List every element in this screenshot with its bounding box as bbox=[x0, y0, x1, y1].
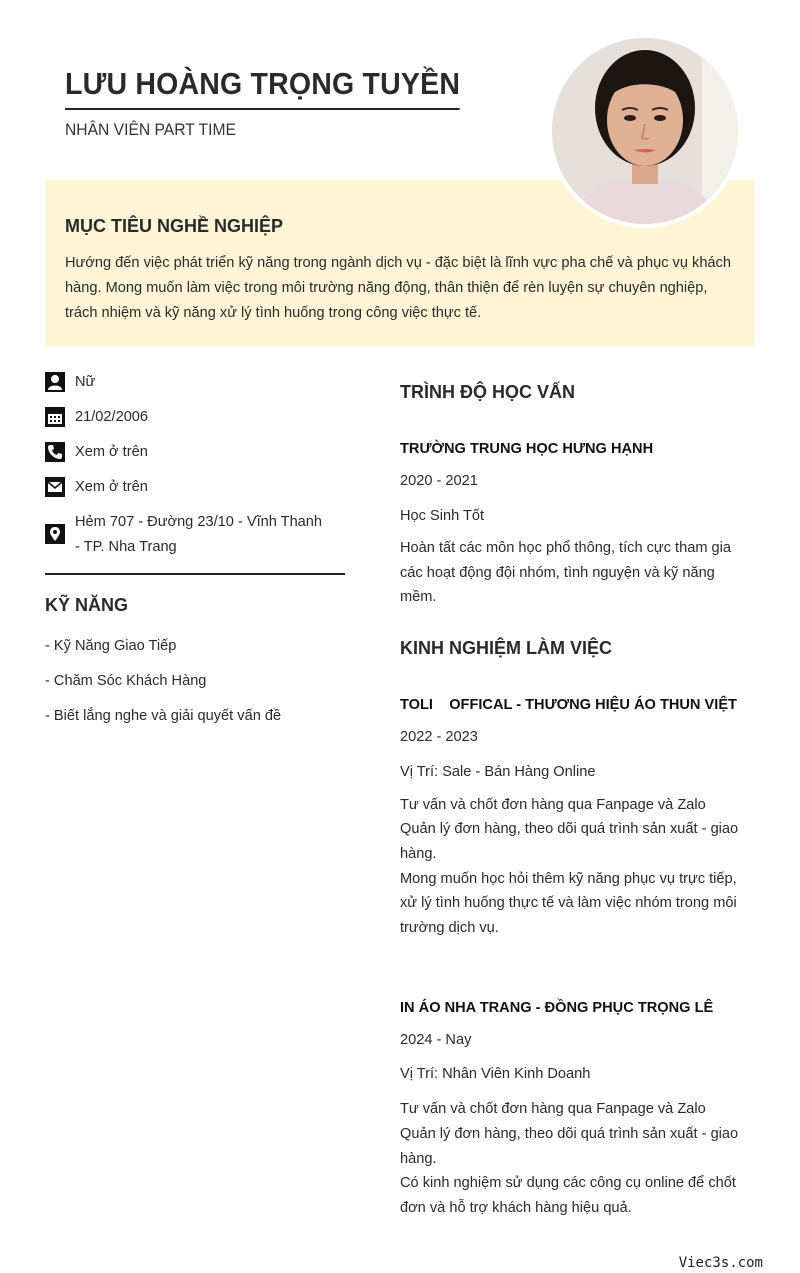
phone-row bbox=[45, 440, 345, 465]
skills-title: KỸ NĂNG bbox=[45, 595, 129, 615]
email-row bbox=[45, 475, 345, 500]
header bbox=[65, 66, 494, 140]
job-period: 2022 - 2023 bbox=[400, 728, 478, 745]
job-duty: Mong muốn học hỏi thêm kỹ năng phục vụ trực tiếp, xử lý tình huống thực tế và làm việc nhóm trong môi trường dịch vụ. bbox=[400, 870, 737, 936]
calendar-icon bbox=[45, 407, 65, 427]
gender-row bbox=[45, 370, 345, 395]
job-position: Vị Trí: Sale - Bán Hàng Online bbox=[400, 763, 596, 780]
watermark: Viec3s.com bbox=[678, 1255, 763, 1271]
job-period: 2024 - Nay bbox=[400, 1032, 472, 1049]
school-name: TRƯỜNG TRUNG HỌC HƯNG HẠNH bbox=[400, 441, 654, 457]
job-duty: Tư vấn và chốt đơn hàng qua Fanpage và Zalo bbox=[400, 796, 706, 813]
skills-section bbox=[45, 595, 345, 729]
job-duty: Tư vấn và chốt đơn hàng qua Fanpage và Zalo bbox=[400, 1101, 706, 1118]
job-company: TOLI OFFICAL - THƯƠNG HIỆU ÁO THUN VIỆT bbox=[400, 696, 737, 713]
dob-value: 21/02/2006 bbox=[75, 409, 149, 425]
job-position: Vị Trí: Nhân Viên Kinh Doanh bbox=[400, 1066, 591, 1083]
phone-value: Xem ở trên bbox=[75, 444, 148, 460]
portrait-image bbox=[552, 38, 738, 224]
job-entry bbox=[400, 697, 755, 941]
job-company: IN ÁO NHA TRANG - ĐỒNG PHỤC TRỌNG LÊ bbox=[400, 1000, 714, 1017]
gender-value: Nữ bbox=[75, 374, 96, 390]
education-description: Hoàn tất các môn học phổ thông, tích cực tham gia các hoạt động đội nhóm, tình nguyện và kỹ năng mềm. bbox=[400, 540, 732, 606]
experience-title: KINH NGHIỆM LÀM VIỆC bbox=[400, 637, 613, 658]
education-title: TRÌNH ĐỘ HỌC VẤN bbox=[400, 382, 575, 402]
education-section bbox=[400, 382, 755, 610]
skill-item: - Biết lắng nghe và giải quyết vấn đề bbox=[45, 708, 282, 724]
education-award: Học Sinh Tốt bbox=[400, 508, 485, 524]
left-column bbox=[45, 370, 345, 739]
dob-row bbox=[45, 405, 345, 430]
job-duty: Quản lý đơn hàng, theo dõi quá trình sản xuất - giao hàng. bbox=[400, 821, 739, 862]
skill-item: - Chăm Sóc Khách Hàng bbox=[45, 673, 207, 689]
job-duty: Có kinh nghiệm sử dụng các công cụ online để chốt đơn và hỗ trợ khách hàng hiệu quả. bbox=[400, 1175, 736, 1216]
person-icon bbox=[45, 372, 65, 392]
candidate-name: LƯU HOÀNG TRỌNG TUYỀN bbox=[65, 66, 460, 110]
skill-item: - Kỹ Năng Giao Tiếp bbox=[45, 638, 177, 654]
right-column bbox=[400, 382, 755, 1220]
address-row bbox=[45, 510, 345, 560]
education-period: 2020 - 2021 bbox=[400, 473, 478, 489]
avatar-photo bbox=[548, 34, 742, 228]
phone-icon bbox=[45, 442, 65, 462]
email-value: Xem ở trên bbox=[75, 479, 148, 495]
experience-section bbox=[400, 638, 755, 1221]
objective-text: Hướng đến việc phát triển kỹ năng trong ngành dịch vụ - đặc biệt là lĩnh vực pha chế và phục vụ khách hàng. Mong muốn làm việc trong môi trường năng động, thân thiện để rèn luyện sự chuyên nghiệp, trách nhiệm và kỹ năng xử lý tình huống trong công việc thực tế. bbox=[65, 255, 731, 321]
mail-icon bbox=[45, 477, 65, 497]
divider bbox=[45, 573, 345, 575]
job-entry bbox=[400, 1000, 755, 1220]
address-value: Hẻm 707 - Đường 23/10 - Vĩnh Thanh - TP. Nha Trang bbox=[75, 514, 323, 555]
location-pin-icon bbox=[45, 524, 65, 544]
job-duty: Quản lý đơn hàng, theo dõi quá trình sản xuất - giao hàng. bbox=[400, 1125, 739, 1167]
job-title: NHÂN VIÊN PART TIME bbox=[65, 120, 236, 139]
objective-title: MỤC TIÊU NGHỀ NGHIỆP bbox=[65, 216, 284, 236]
